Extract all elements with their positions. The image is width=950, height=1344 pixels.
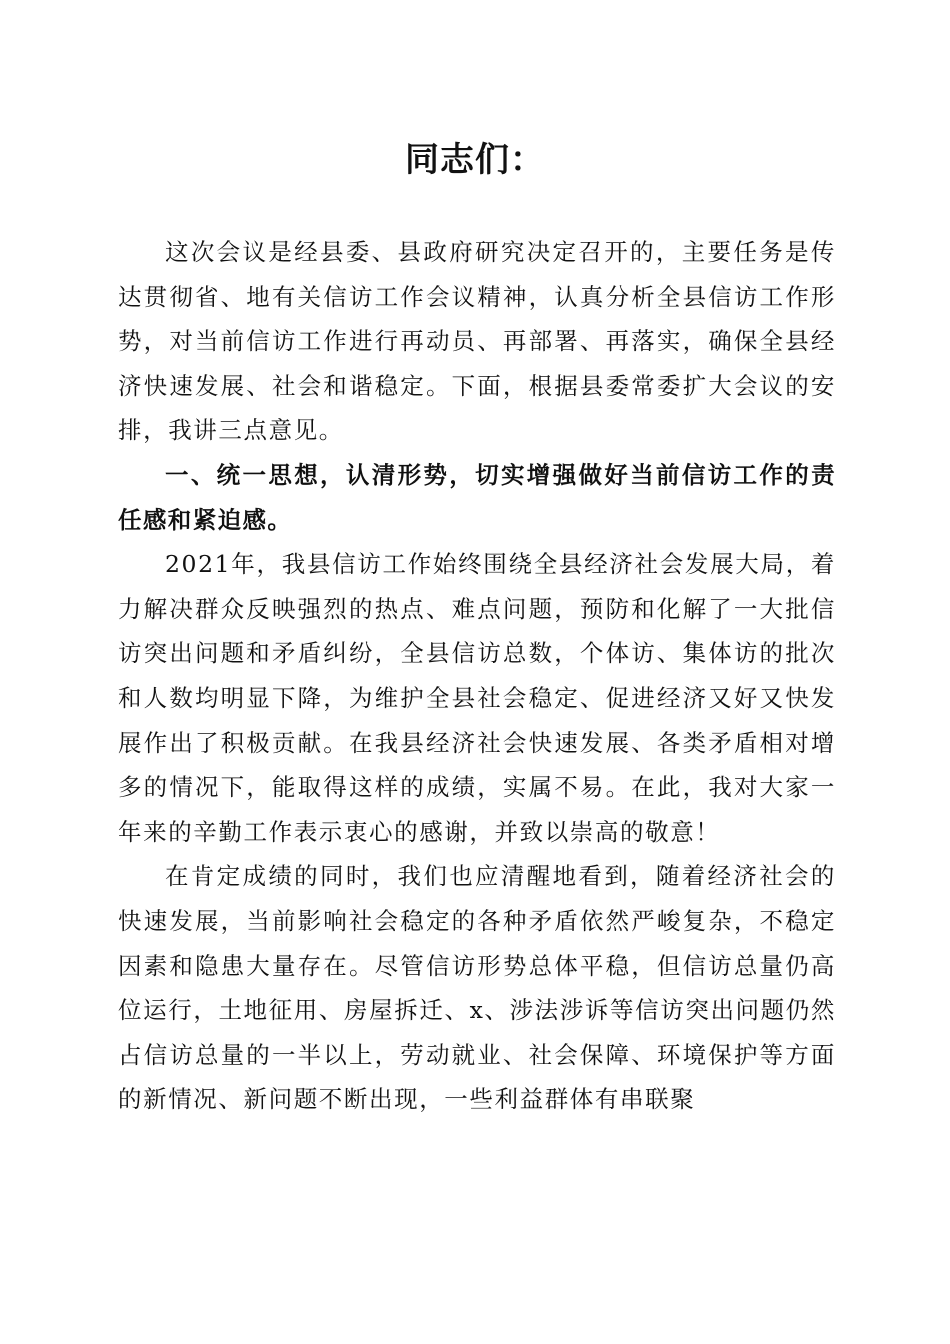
paragraph-intro: 这次会议是经县委、县政府研究决定召开的，主要任务是传达贯彻省、地有关信访工作会议精神，认真分析全县信访工作形势，对当前信访工作进行再动员、再部署、再落实，确保全县经济快速发展、社会和谐稳定。下面，根据县委常委扩大会议的安排，我讲三点意见。 bbox=[118, 238, 836, 445]
section-heading-1: 一、统一思想，认清形势，切实增强做好当前信访工作的责任感和紧迫感。 bbox=[118, 460, 836, 534]
document-body bbox=[118, 230, 836, 1122]
paragraph-challenges: 在肯定成绩的同时，我们也应清醒地看到，随着经济社会的快速发展，当前影响社会稳定的各种矛盾依然严峻复杂，不稳定因素和隐患大量存在。尽管信访形势总体平稳，但信访总量仍高位运行，土地征用、房屋拆迁、x、涉法涉诉等信访突出问题仍然占信访总量的一半以上，劳动就业、社会保障、环境保护等方面的新情况、新问题不断出现，一些利益群体有串联聚 bbox=[118, 862, 836, 1114]
page-title: 同志们： bbox=[405, 140, 545, 180]
paragraph-achievements: 2021年，我县信访工作始终围绕全县经济社会发展大局，着力解决群众反映强烈的热点、难点问题，预防和化解了一大批信访突出问题和矛盾纠纷，全县信访总数，个体访、集体访的批次和人数均明显下降，为维护全县社会稳定、促进经济又好又快发展作出了积极贡献。在我县经济社会快速发展、各类矛盾相对增多的情况下，能取得这样的成绩，实属不易。在此，我对大家一年来的辛勤工作表示衷心的感谢，并致以崇高的敬意！ bbox=[118, 550, 836, 846]
